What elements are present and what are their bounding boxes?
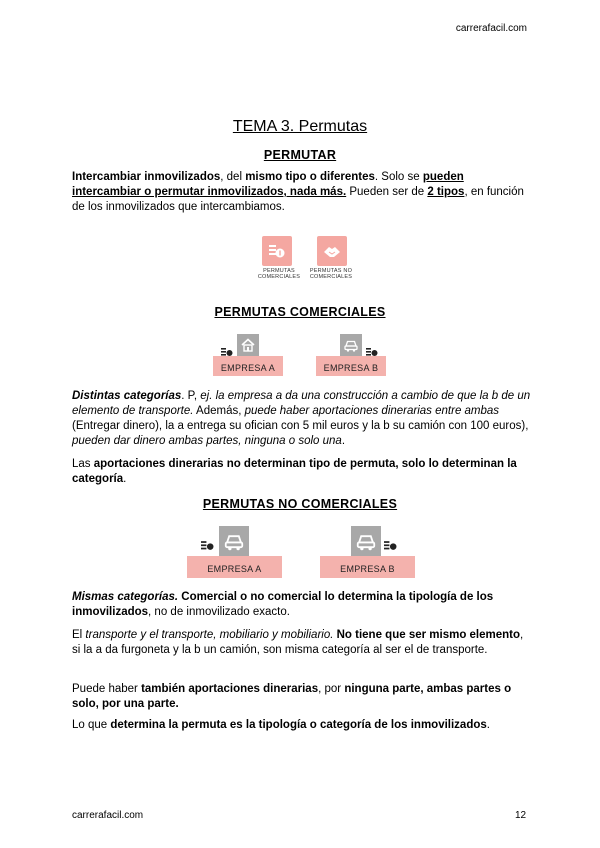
text: (Entregar dinero), la a entrega su ofician con 5 mil euros y la b su camión con 100 euros), bbox=[72, 420, 529, 432]
text: , no de inmovilizado exacto. bbox=[148, 606, 290, 618]
permutas-comerciales-icon bbox=[262, 236, 292, 266]
permutas-no-comerciales-label: PERMUTAS NO COMERCIALES bbox=[309, 268, 353, 280]
company-b-comercial bbox=[316, 334, 386, 376]
text-italic: pueden dar dinero ambas partes, ninguna o solo una bbox=[72, 435, 342, 447]
heading-permutar: PERMUTAR bbox=[263, 148, 337, 162]
text-italic: ej. la empresa a da una construcción a cambio de que la b de un elemento de transporte. bbox=[72, 390, 531, 417]
paragraph-distintas-categorias bbox=[72, 389, 532, 449]
text-bold: mismo tipo o diferentes bbox=[245, 171, 375, 183]
text: Lo que bbox=[72, 719, 111, 731]
car-icon bbox=[351, 526, 381, 556]
text: , en función de los inmovilizados que intercambiamos. bbox=[72, 186, 524, 213]
text-bold: Comercial o no comercial lo determina la tipología de los inmovilizados bbox=[72, 591, 494, 618]
text: . P, bbox=[181, 390, 201, 402]
text-italic: puede haber aportaciones dinerarias entre ambas bbox=[244, 405, 500, 417]
heading-permutas-no-comerciales: PERMUTAS NO COMERCIALES bbox=[202, 497, 398, 511]
company-a-label: EMPRESA A bbox=[213, 356, 283, 376]
company-b-label: EMPRESA B bbox=[320, 556, 415, 578]
text-bold: ninguna parte, ambas partes o solo, por una parte. bbox=[72, 683, 512, 710]
paragraph-aportaciones bbox=[72, 457, 532, 487]
text: Además, bbox=[193, 405, 245, 417]
house-icon bbox=[237, 334, 259, 356]
text-italic: transporte y el transporte, mobiliario y mobiliario. bbox=[85, 629, 334, 641]
text: . bbox=[341, 435, 346, 447]
text: Puede haber bbox=[72, 683, 142, 695]
permutas-comerciales-figure bbox=[257, 236, 301, 280]
permutas-no-comerciales-figure bbox=[305, 236, 357, 280]
text: Las bbox=[72, 458, 94, 470]
paragraph-aportaciones-no-comerciales bbox=[72, 682, 532, 712]
paragraph-permutar bbox=[72, 170, 532, 215]
text-bold: Intercambiar inmovilizados bbox=[72, 171, 221, 183]
text-underlined: pueden intercambiar o permutar inmovilizados, nada más. bbox=[72, 171, 464, 198]
car-icon bbox=[340, 334, 362, 356]
text: . bbox=[123, 473, 127, 485]
money-icon bbox=[201, 538, 214, 556]
text-underlined: 2 tipos bbox=[427, 186, 465, 198]
company-b-no-comercial bbox=[320, 526, 415, 578]
text-bold-italic: Distintas categorías bbox=[72, 390, 182, 402]
company-a-label: EMPRESA A bbox=[187, 556, 282, 578]
text-bold: No tiene que ser mismo elemento bbox=[333, 629, 521, 641]
text-bold-italic: Mismas categorías. bbox=[72, 591, 179, 603]
heading-permutas-comerciales: PERMUTAS COMERCIALES bbox=[214, 305, 386, 319]
permutas-comerciales-label: PERMUTAS COMERCIALES bbox=[257, 268, 301, 280]
text: . Solo se bbox=[374, 171, 423, 183]
permutas-no-comerciales-icon bbox=[317, 236, 347, 266]
text-bold: determina la permuta es la tipología o categoría de los inmovilizados bbox=[110, 719, 487, 731]
page-title: TEMA 3. Permutas bbox=[232, 118, 368, 135]
header-site: carrerafacil.com bbox=[455, 23, 527, 34]
company-a-no-comercial bbox=[187, 526, 282, 578]
page-number: 12 bbox=[515, 810, 527, 821]
text: , si la a da furgoneta y la b un camión, son misma categoría al ser el de transporte. bbox=[72, 629, 524, 656]
text: , por bbox=[318, 683, 345, 695]
text-bold: también aportaciones dinerarias bbox=[141, 683, 319, 695]
paragraph-transporte bbox=[72, 628, 532, 658]
car-icon bbox=[219, 526, 249, 556]
company-b-label: EMPRESA B bbox=[316, 356, 386, 376]
footer-site: carrerafacil.com bbox=[72, 810, 144, 821]
money-icon bbox=[384, 538, 397, 556]
text-bold: aportaciones dinerarias no determinan tipo de permuta, solo lo determinan la categoría bbox=[72, 458, 517, 485]
text: El bbox=[72, 629, 86, 641]
text: Pueden ser de bbox=[346, 186, 428, 198]
paragraph-mismas-categorias bbox=[72, 590, 532, 620]
text: , del bbox=[220, 171, 246, 183]
text: . bbox=[486, 719, 490, 731]
paragraph-determina bbox=[72, 718, 532, 733]
company-a-comercial bbox=[213, 334, 283, 376]
